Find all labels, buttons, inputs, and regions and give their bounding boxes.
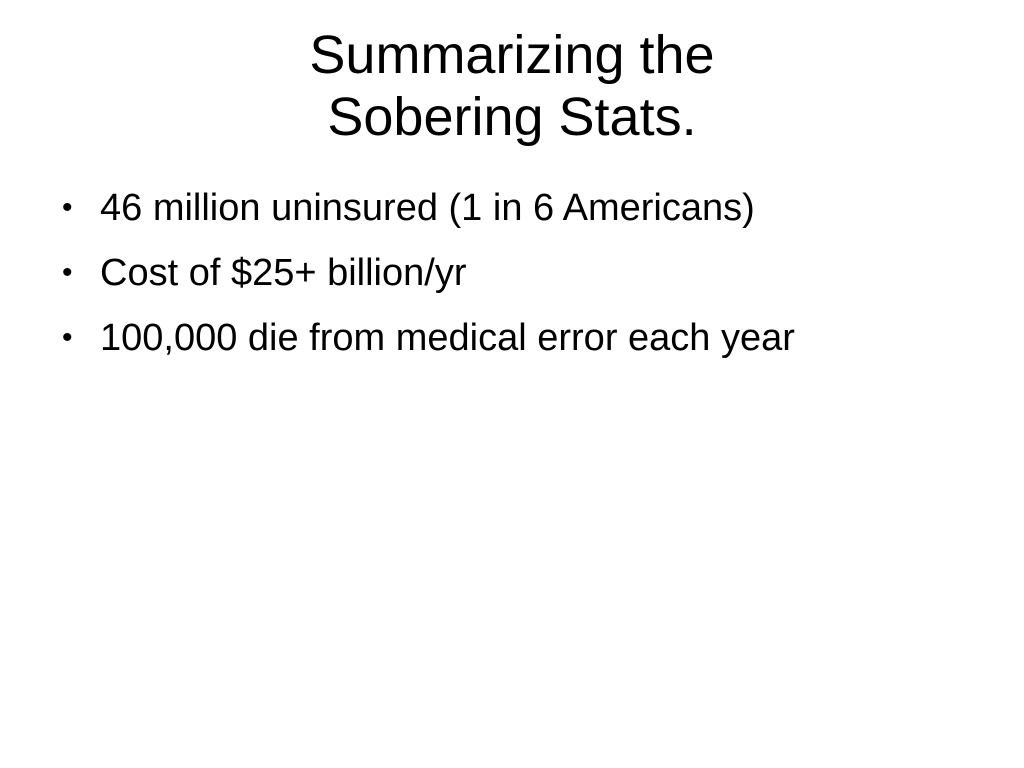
bullet-text: 46 million uninsured (1 in 6 Americans) [100,187,755,229]
bullet-list [62,186,1002,381]
slide-title [0,24,1024,148]
bullet-icon: • [62,256,73,289]
slide-title-line-2: Sobering Stats. [327,87,697,147]
bullet-icon: • [62,191,73,224]
bullet-text: 100,000 die from medical error each year [100,317,795,359]
bullet-item-uninsured [62,186,1002,230]
bullet-icon: • [62,321,73,354]
slide-title-line-1: Summarizing the [309,25,715,85]
bullet-item-cost [62,251,1002,295]
bullet-text: Cost of $25+ billion/yr [100,252,467,294]
bullet-item-medical-error [62,316,1002,360]
